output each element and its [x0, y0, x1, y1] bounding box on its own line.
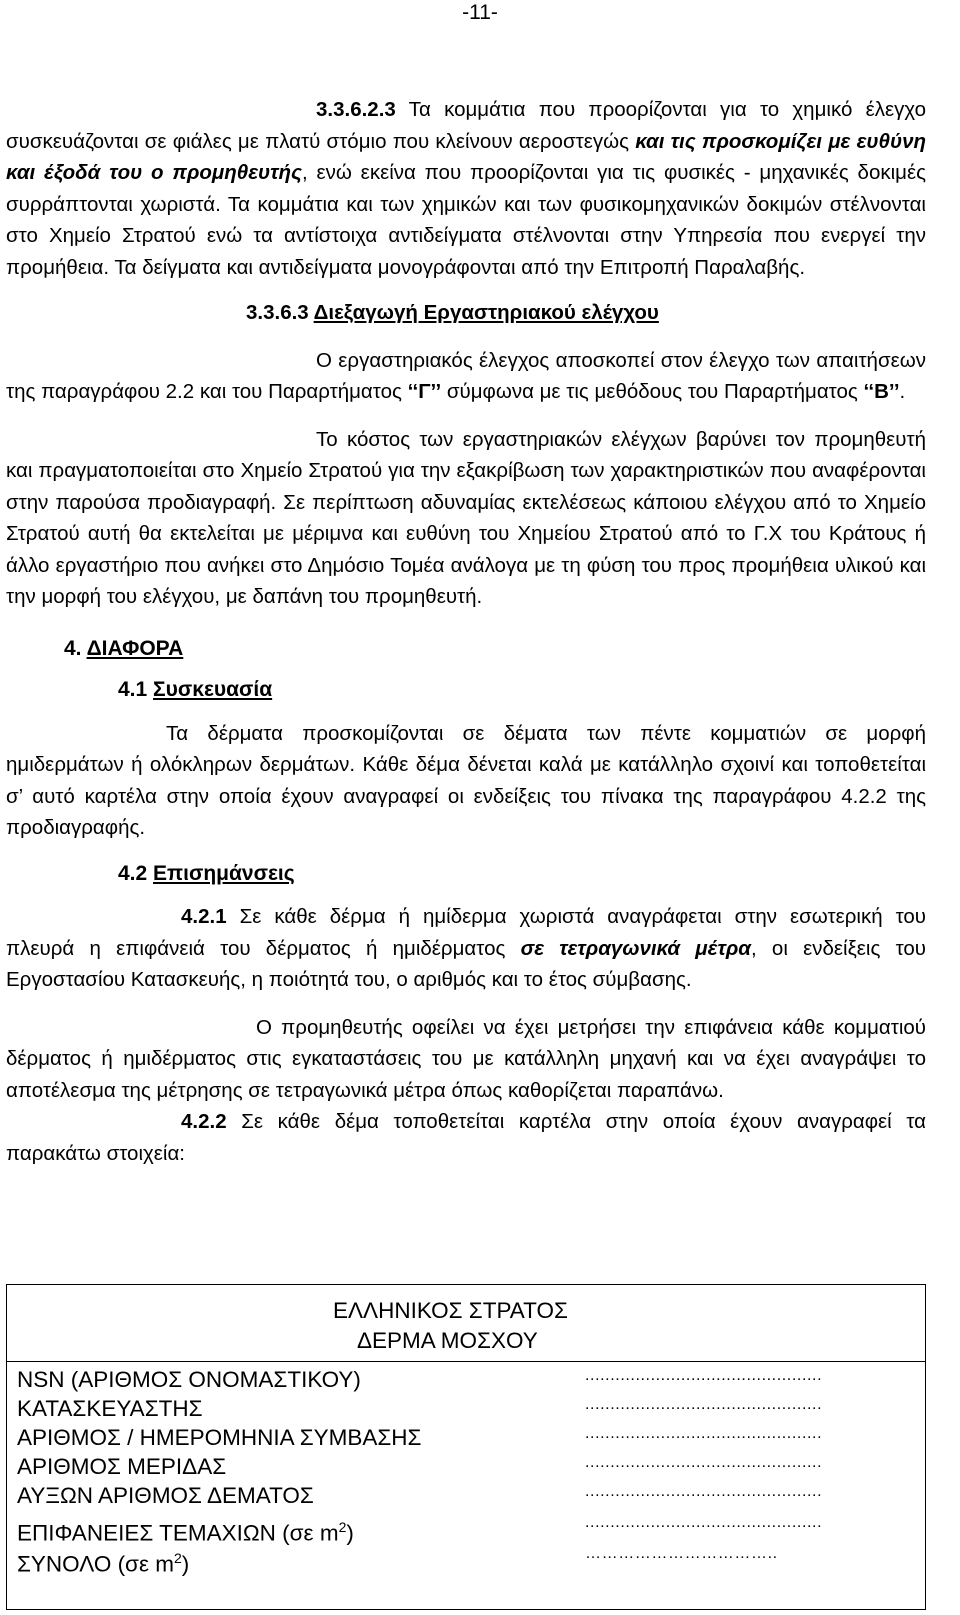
row-label: ΚΑΤΑΣΚΕΥΑΣΤΗΣ	[17, 1396, 203, 1421]
row-label: ΑΡΙΘΜΟΣ ΜΕΡΙΔΑΣ	[17, 1454, 227, 1479]
fill-in-blank: ...............................................	[585, 1367, 823, 1384]
fill-in-blank: ...............................................	[585, 1425, 823, 1442]
fill-in-blank: ...............................................	[585, 1514, 823, 1531]
emphasis-text: σε τετραγωνικά μέτρα	[520, 936, 751, 960]
annex-ref: ‘‘Γ’’	[407, 380, 442, 403]
section-number: 4.2	[118, 861, 148, 885]
label-card-row	[17, 1481, 915, 1511]
section-heading-4	[6, 633, 926, 665]
text-run: , ενώ εκείνα που προορίζονται για τις φυσικές - μηχανικές δοκιμές συρράπτονται χωριστά. Τα κομμάτια και των χημικών και των φυσικομηχανικών δοκιμών στέλνονται στο Χημείο Στρατού ενώ τα αντίστοιχα αντιδείγματα στέλνονται στην Υπηρεσία που ενεργεί την προμήθεια. Τα δείγματα και αντιδείγματα μονογράφονται από την Επιτροπή Παραλαβής.	[6, 161, 926, 279]
text-run: Τα κομμάτια που προορίζονται για το χημικό έλεγχο συσκευάζονται σε φιάλες με πλατύ στόμιο που κλείνουν αεροστεγώς	[6, 98, 926, 153]
section-heading-4-1	[6, 674, 926, 706]
section-number: 3.3.6.3	[246, 301, 309, 324]
row-label: ΕΠΙΦΑΝΕΙΕΣ ΤΕΜΑΧΙΩΝ (σε $m^2$)	[17, 1519, 354, 1546]
section-title: Διεξαγωγή Εργαστηριακού ελέγχου	[313, 301, 659, 324]
fill-in-blank: ……………………………..	[585, 1545, 778, 1562]
label-card-title: ΕΛΛΗΝΙΚΟΣ ΣΤΡΑΤΟΣ	[333, 1298, 568, 1323]
section-number: 4.2.2	[181, 1110, 227, 1133]
text-run: , οι ενδείξεις του Εργοστασίου Κατασκευής, η ποιότητά του, ο αριθμός και το έτος σύμβασης.	[6, 936, 927, 991]
section-number: 4.2.1	[181, 905, 227, 928]
row-label: NSN (ΑΡΙΘΜΟΣ ΟΝΟΜΑΣΤΙΚΟΥ)	[17, 1367, 361, 1392]
section-number: 4.	[64, 636, 82, 660]
paragraph-measurement: Ο προμηθευτής οφείλει να έχει μετρήσει την επιφάνεια κάθε κομματιού δέρματος ή ημιδέρματος στις εγκαταστάσεις του με κατάλληλη μηχανή και να έχει αναγράψει το αποτέλεσμα της μέτρησης σε τετραγωνικά μέτρα όπως καθορίζεται παραπάνω.	[6, 1015, 926, 1102]
superscript: 2	[173, 1550, 182, 1566]
paragraph-lab-cost: Το κόστος των εργαστηριακών ελέγχων βαρύνει τον προμηθευτή και πραγματοποιείται στο Χημείο Στρατού για την εξακρίβωση των χαρακτηριστικών που αναφέρονται στην παρούσα προδιαγραφή. Σε περίπτωση αδυναμίας εκτελέσεως κάποιου ελέγχου από το Χημείο Στρατού αυτή θα εκτελείται με μέριμνα και ευθύνη του Χημείου Στρατού από το Γ.Χ του Κράτους ή άλλο εργαστήριο που ανήκει στο Δημόσιο Τομέα ανάλογα με τη φύση του προς προμήθεια υλικού και την μορφή του ελέγχου, με δαπάνη του προμηθευτή.	[6, 427, 926, 608]
paragraph-4-2-2	[6, 1106, 926, 1169]
paragraph-lab-check	[6, 345, 926, 408]
section-number: 4.1	[118, 678, 148, 701]
text-run: Σε κάθε δέμα τοποθετείται καρτέλα στην οποία έχουν αναγραφεί τα παρακάτω στοιχεία:	[6, 1110, 926, 1165]
row-label: ΑΥΞΩΝ ΑΡΙΘΜΟΣ ΔΕΜΑΤΟΣ	[17, 1483, 314, 1508]
fill-in-blank: ...............................................	[585, 1454, 823, 1471]
paragraph-4-2-1	[6, 901, 926, 996]
label-card-row	[17, 1512, 915, 1546]
section-heading-3-3-6-3	[6, 297, 926, 329]
text-run: .	[899, 380, 906, 403]
text-run: σύμφωνα με τις μεθόδους του Παραρτήματος	[441, 380, 864, 403]
paragraph-3-3-6-2-3	[6, 94, 926, 283]
text-run: Ο εργαστηριακός έλεγχος αποσκοπεί στον έλεγχο των απαιτήσεων της παραγράφου 2.2 και του Παραρτήματος	[6, 348, 926, 403]
superscript: 2	[338, 1519, 347, 1535]
row-label: ΣΥΝΟΛΟ (σε $m^2$)	[17, 1550, 190, 1577]
section-title: Επισημάνσεις	[153, 861, 295, 885]
label-card-subtitle: ΔΕΡΜΑ ΜΟΣΧΟΥ	[357, 1328, 538, 1353]
annex-ref: ‘‘Β’’	[863, 380, 900, 403]
section-heading-4-2	[6, 858, 926, 890]
paragraph-packaging: Τα δέρματα προσκομίζονται σε δέματα των πέντε κομματιών σε μορφή ημιδερμάτων ή ολόκληρων δερμάτων. Κάθε δέμα δένεται καλά με κατάλληλο σχοινί και τοποθετείται σ’ αυτό καρτέλα στην οποία έχουν αναγραφεί οι ενδείξεις του πίνακα της παραγράφου 4.2.2 της προδιαγραφής.	[6, 721, 926, 839]
document-body	[6, 94, 926, 1169]
section-title: Συσκευασία	[153, 678, 273, 701]
label-card-table	[6, 1284, 926, 1610]
label-card-row	[17, 1543, 915, 1577]
section-title: ΔΙΑΦΟΡΑ	[86, 636, 184, 660]
fill-in-blank: ...............................................	[585, 1396, 823, 1413]
section-number: 3.3.6.2.3	[316, 98, 396, 121]
text-run: Σε κάθε δέρμα ή ημίδερμα χωριστά αναγράφεται στην εσωτερική του πλευρά η επιφάνειά του δέρματος ή ημιδέρματος	[6, 905, 926, 960]
fill-in-blank: ...............................................	[585, 1483, 823, 1500]
row-label: ΑΡΙΘΜΟΣ / ΗΜΕΡΟΜΗΝΙΑ ΣΥΜΒΑΣΗΣ	[17, 1425, 422, 1450]
page-number: -11-	[462, 1, 498, 24]
emphasis-text: και τις προσκομίζει με ευθύνη και έξοδά του ο προμηθευτής	[6, 129, 926, 184]
